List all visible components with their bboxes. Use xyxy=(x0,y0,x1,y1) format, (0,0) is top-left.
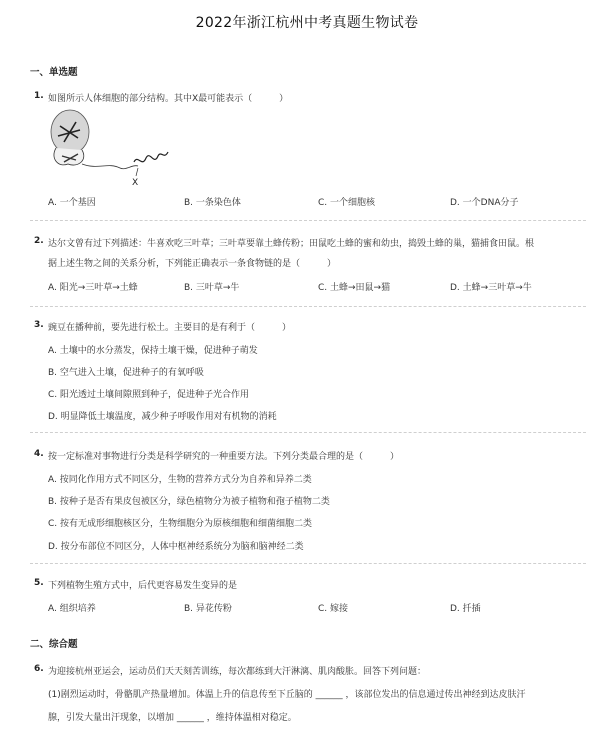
option-a: A. 一个基因 xyxy=(48,198,96,208)
question-text: 豌豆在播种前，要先进行松土。主要目的是有利于（ ） xyxy=(48,323,292,333)
question-text: 腺，引发大量出汗现象，以增加 ______ ，维持体温相对稳定。 xyxy=(48,713,297,723)
dna-strand xyxy=(82,164,138,169)
option-d: D. 按分布部位不同区分，人体中枢神经系统分为脑和脑神经二类 xyxy=(48,542,304,552)
option-d: D. 扦插 xyxy=(450,604,481,614)
question-text: 据上述生物之间的关系分析，下列能正确表示一条食物链的是（ ） xyxy=(48,259,337,269)
question-divider xyxy=(30,432,586,433)
question-text: (1)剧烈运动时，骨骼肌产热量增加。体温上升的信息传至下丘脑的 ______ ，该部位发出的信息通过传出神经到达皮肤汗 xyxy=(48,690,526,700)
question-text: 如图所示人体细胞的部分结构。其中X最可能表示（ ） xyxy=(48,94,289,104)
question-divider xyxy=(30,306,586,307)
option-d: D. 土蜂→三叶草→牛 xyxy=(450,283,532,293)
page-title: 2022年浙江杭州中考真题生物试卷 xyxy=(195,15,419,31)
question-text: 下列植物生殖方式中，后代更容易发生变异的是 xyxy=(48,581,238,591)
question-number: 6. xyxy=(34,664,44,674)
question-number: 2. xyxy=(34,236,44,246)
question-divider xyxy=(30,563,586,564)
option-b: B. 按种子是否有果皮包被区分，绿色植物分为被子植物和孢子植物二类 xyxy=(48,497,330,507)
chromosome-shape xyxy=(54,148,84,165)
option-a: A. 土壤中的水分蒸发，保持土壤干燥，促进种子萌发 xyxy=(48,346,258,356)
question-text: 按一定标准对事物进行分类是科学研究的一种重要方法。下列分类最合理的是（ ） xyxy=(48,452,400,462)
option-c: C. 嫁接 xyxy=(318,604,349,614)
figure-label-x: X xyxy=(132,178,139,188)
label-pointer xyxy=(136,168,138,176)
section-heading-comprehensive: 二、综合题 xyxy=(30,639,78,650)
option-b: B. 三叶草→牛 xyxy=(184,283,240,293)
option-b: B. 异花传粉 xyxy=(184,604,232,614)
option-a: A. 阳光→三叶草→土蜂 xyxy=(48,283,138,293)
question-text: 达尔文曾有过下列描述：牛喜欢吃三叶草；三叶草要靠土蜂传粉；田鼠吃土蜂的蜜和幼虫，捣毁土蜂的巢，猫捕食田鼠。根 xyxy=(48,239,535,249)
option-a: A. 按同化作用方式不同区分，生物的营养方式分为自养和异养二类 xyxy=(48,475,312,485)
question-number: 4. xyxy=(34,449,44,459)
chromosome-figure xyxy=(48,108,172,188)
dna-helix xyxy=(134,152,168,162)
option-b: B. 一条染色体 xyxy=(184,198,241,208)
option-c: C. 按有无成形细胞核区分，生物细胞分为原核细胞和细菌细胞二类 xyxy=(48,519,313,529)
question-number: 3. xyxy=(34,320,44,330)
question-text: 为迎接杭州亚运会，运动员们天天刻苦训练，每次都练到大汗淋漓、肌肉酸胀。回答下列问题： xyxy=(48,667,427,677)
option-c: C. 一个细胞核 xyxy=(318,198,376,208)
question-divider xyxy=(30,220,586,221)
section-heading-single-choice: 一、单选题 xyxy=(30,67,78,78)
option-d: D. 一个DNA分子 xyxy=(450,198,519,208)
option-b: B. 空气进入土壤，促进种子的有氧呼吸 xyxy=(48,368,204,378)
option-a: A. 组织培养 xyxy=(48,604,96,614)
option-d: D. 明显降低土壤温度，减少种子呼吸作用对有机物的消耗 xyxy=(48,412,277,422)
question-number: 1. xyxy=(34,91,44,101)
option-c: C. 土蜂→田鼠→猫 xyxy=(318,283,391,293)
question-number: 5. xyxy=(34,578,44,588)
option-c: C. 阳光透过土壤间隙照到种子，促进种子光合作用 xyxy=(48,390,250,400)
